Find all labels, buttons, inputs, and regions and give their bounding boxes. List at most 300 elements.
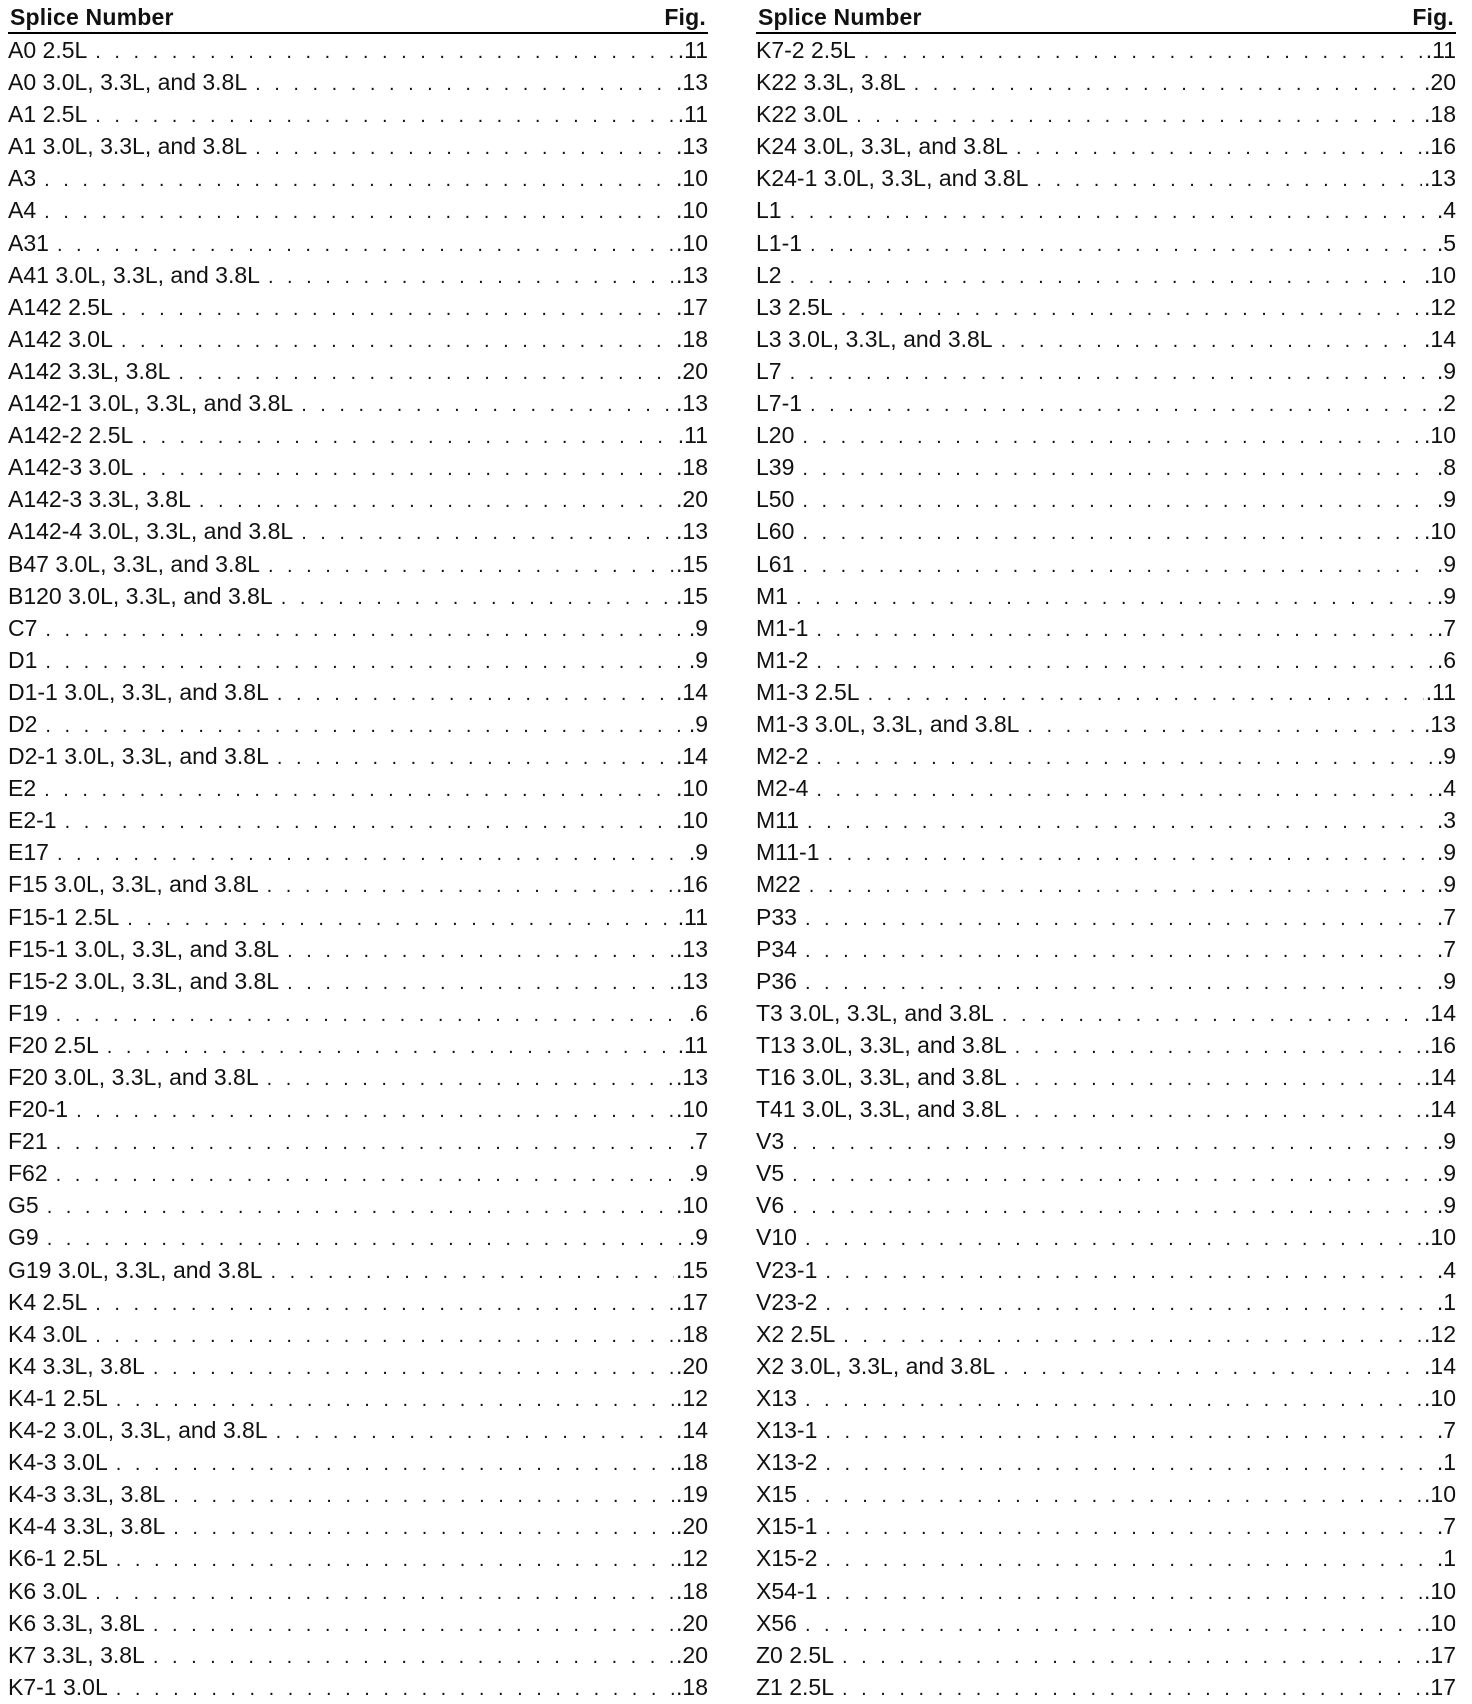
- dot-leader: [805, 967, 1435, 997]
- splice-number: K4-4 3.3L, 3.8L: [8, 1513, 166, 1540]
- figure-number: . 12: [674, 1542, 708, 1574]
- dot-leader: [856, 100, 1422, 130]
- figure-number: . 4: [1435, 1254, 1456, 1286]
- index-entry: [8, 933, 708, 965]
- figure-number: . 11: [1424, 34, 1456, 66]
- index-entry: [756, 1254, 1456, 1286]
- index-entry: [8, 1125, 708, 1157]
- dot-leader: [141, 421, 675, 451]
- index-entry: [756, 1061, 1456, 1093]
- index-entry: [8, 194, 708, 226]
- figure-number: . 9: [687, 1221, 708, 1253]
- figure-number: . 20: [674, 1607, 708, 1639]
- dot-leader: [805, 1223, 1422, 1253]
- figure-number: . 13: [674, 1061, 708, 1093]
- dot-leader: [57, 838, 687, 868]
- figure-number: . 9: [1435, 355, 1456, 387]
- dot-leader: [44, 164, 674, 194]
- figure-number: . 10: [674, 804, 708, 836]
- index-entry: [756, 162, 1456, 194]
- figure-number: . 17: [674, 1286, 708, 1318]
- index-entry: [756, 1446, 1456, 1478]
- index-entry: [8, 162, 708, 194]
- index-entry: [8, 1286, 708, 1318]
- splice-number: X13: [756, 1384, 797, 1411]
- splice-number: L1: [756, 197, 782, 224]
- index-entry: [756, 676, 1456, 708]
- splice-number: L3 2.5L: [756, 293, 833, 320]
- dot-leader: [116, 1673, 674, 1703]
- dot-leader: [1015, 1095, 1422, 1125]
- index-entry: [756, 1093, 1456, 1125]
- dot-leader: [914, 68, 1422, 98]
- index-entry: [8, 515, 708, 547]
- dot-leader: [95, 1320, 674, 1350]
- dot-leader: [270, 1256, 674, 1286]
- index-entry: [8, 1318, 708, 1350]
- splice-number: G9: [8, 1224, 39, 1251]
- dot-leader: [45, 710, 686, 740]
- splice-number: K22 3.0L: [756, 101, 849, 128]
- figure-number: . 17: [674, 291, 708, 323]
- index-entry: [8, 1382, 708, 1414]
- index-entry: [8, 1254, 708, 1286]
- dot-leader: [301, 389, 674, 419]
- dot-leader: [825, 1448, 1434, 1478]
- index-entry: [756, 1286, 1456, 1318]
- figure-number: . 9: [1435, 548, 1456, 580]
- index-entry: [756, 259, 1456, 291]
- dot-leader: [44, 196, 674, 226]
- index-entry: [8, 1189, 708, 1221]
- dot-leader: [1027, 710, 1422, 740]
- splice-number-heading: Splice Number: [758, 4, 922, 30]
- dot-leader: [127, 903, 675, 933]
- index-entry: [8, 259, 708, 291]
- figure-number: . 13: [1422, 162, 1456, 194]
- splice-number: D2-1 3.0L, 3.3L, and 3.8L: [8, 743, 269, 770]
- splice-number: L3 3.0L, 3.3L, and 3.8L: [756, 325, 993, 352]
- figure-number: . 7: [687, 1125, 708, 1157]
- index-entry: [756, 1350, 1456, 1382]
- figure-number: . 13: [674, 130, 708, 162]
- figure-number: . 8: [1435, 451, 1456, 483]
- index-entry: [8, 868, 708, 900]
- dot-leader: [810, 229, 1435, 259]
- dot-leader: [790, 357, 1435, 387]
- splice-number: K4 3.0L: [8, 1320, 88, 1347]
- index-entry: [756, 1414, 1456, 1446]
- index-entry: [756, 98, 1456, 130]
- figure-number: . 10: [674, 1189, 708, 1221]
- dot-leader: [95, 100, 675, 130]
- splice-number: F19: [8, 999, 48, 1026]
- splice-number: F20 3.0L, 3.3L, and 3.8L: [8, 1064, 259, 1090]
- figure-number: . 16: [674, 868, 708, 900]
- dot-leader: [1002, 999, 1422, 1029]
- dot-leader: [116, 1448, 674, 1478]
- dot-leader: [792, 1127, 1435, 1157]
- splice-number: A142 2.5L: [8, 293, 113, 320]
- dot-leader: [1015, 1031, 1422, 1061]
- figure-number: . 10: [1422, 1221, 1456, 1253]
- dot-leader: [790, 196, 1435, 226]
- dot-leader: [825, 1256, 1434, 1286]
- splice-number: K6 3.0L: [8, 1577, 88, 1604]
- splice-number: F20 2.5L: [8, 1031, 99, 1058]
- figure-number: . 10: [674, 772, 708, 804]
- dot-leader: [116, 1384, 674, 1414]
- figure-number: . 13: [674, 933, 708, 965]
- index-entry: [8, 1093, 708, 1125]
- splice-number: X15-1: [756, 1513, 818, 1540]
- figure-number: . 11: [676, 419, 708, 451]
- splice-number: X2 2.5L: [756, 1320, 836, 1347]
- dot-leader: [805, 1609, 1422, 1639]
- splice-number: A1 3.0L, 3.3L, and 3.8L: [8, 133, 248, 160]
- splice-number: A1 2.5L: [8, 101, 88, 128]
- figure-number: . 7: [1435, 933, 1456, 965]
- splice-number: K4-3 3.3L, 3.8L: [8, 1481, 166, 1508]
- index-entry: [756, 1478, 1456, 1510]
- right-column: [756, 0, 1456, 1703]
- dot-leader: [809, 870, 1435, 900]
- figure-number: . 17: [1422, 1671, 1456, 1703]
- index-entry: [756, 868, 1456, 900]
- figure-number: . 13: [1422, 708, 1456, 740]
- dot-leader: [173, 1480, 674, 1510]
- figure-number: . 4: [1435, 194, 1456, 226]
- figure-number: . 11: [676, 34, 708, 66]
- figure-number: . 18: [674, 1446, 708, 1478]
- dot-leader: [56, 1159, 687, 1189]
- figure-number: . 16: [1422, 1029, 1456, 1061]
- left-entries-list: [8, 34, 708, 1703]
- index-entry: [756, 1510, 1456, 1542]
- dot-leader: [1001, 325, 1422, 355]
- figure-number: . 13: [674, 259, 708, 291]
- index-entry: [756, 644, 1456, 676]
- figure-number: . 13: [674, 965, 708, 997]
- dot-leader: [825, 1512, 1434, 1542]
- figure-number: . 14: [674, 740, 708, 772]
- dot-leader: [805, 935, 1435, 965]
- splice-number: X13-2: [756, 1449, 818, 1476]
- dot-leader: [153, 1352, 674, 1382]
- splice-number: D2: [8, 710, 38, 737]
- figure-number: . 10: [1422, 1607, 1456, 1639]
- index-entry: [8, 66, 708, 98]
- index-entry: [8, 1639, 708, 1671]
- splice-number: K22 3.3L, 3.8L: [756, 69, 906, 96]
- splice-number: M1-3 3.0L, 3.3L, and 3.8L: [756, 710, 1020, 737]
- figure-number: . 10: [1422, 259, 1456, 291]
- figure-number: . 18: [674, 1575, 708, 1607]
- index-entry: [8, 1061, 708, 1093]
- index-entry: [756, 387, 1456, 419]
- left-column-header: [8, 0, 708, 34]
- dot-leader: [95, 1288, 674, 1318]
- index-entry: [756, 1382, 1456, 1414]
- index-entry: [756, 740, 1456, 772]
- figure-number: . 14: [1422, 1350, 1456, 1382]
- splice-number: A142 3.0L: [8, 325, 113, 352]
- splice-number: K6-1 2.5L: [8, 1545, 108, 1572]
- splice-number: V10: [756, 1224, 797, 1251]
- splice-number: D1-1 3.0L, 3.3L, and 3.8L: [8, 678, 269, 705]
- splice-number: V23-2: [756, 1288, 818, 1315]
- dot-leader: [276, 1416, 674, 1446]
- dot-leader: [45, 614, 686, 644]
- splice-number: E2-1: [8, 807, 57, 834]
- figure-number: . 9: [687, 644, 708, 676]
- splice-number: K24-1 3.0L, 3.3L, and 3.8L: [756, 165, 1029, 192]
- splice-number: V23-1: [756, 1256, 818, 1283]
- index-entry: [8, 1221, 708, 1253]
- index-entry: [756, 772, 1456, 804]
- index-entry: [756, 1125, 1456, 1157]
- index-entry: [756, 194, 1456, 226]
- index-entry: [8, 580, 708, 612]
- splice-number: A0 2.5L: [8, 37, 88, 63]
- figure-number: . 16: [1422, 130, 1456, 162]
- index-entry: [8, 644, 708, 676]
- figure-number: . 1: [1435, 1542, 1456, 1574]
- index-entry: [756, 965, 1456, 997]
- index-entry: [756, 1318, 1456, 1350]
- splice-number: M11: [756, 807, 800, 834]
- index-entry: [8, 772, 708, 804]
- index-entry: [756, 1671, 1456, 1703]
- splice-number: A142-4 3.0L, 3.3L, and 3.8L: [8, 518, 294, 545]
- dot-leader: [864, 36, 1424, 66]
- dot-leader: [255, 68, 674, 98]
- splice-number: T3 3.0L, 3.3L, and 3.8L: [756, 999, 994, 1026]
- splice-number: L61: [756, 550, 795, 577]
- figure-number: . 20: [674, 355, 708, 387]
- splice-number: D1: [8, 646, 38, 673]
- splice-number: T13 3.0L, 3.3L, and 3.8L: [756, 1031, 1007, 1058]
- index-entry: [8, 130, 708, 162]
- index-entry: [756, 1575, 1456, 1607]
- index-entry: [8, 227, 708, 259]
- fig-heading: Fig.: [1412, 4, 1454, 30]
- figure-number: . 15: [674, 548, 708, 580]
- figure-number: . 10: [1422, 515, 1456, 547]
- figure-number: . 13: [674, 515, 708, 547]
- dot-leader: [802, 421, 1422, 451]
- figure-number: . 10: [674, 194, 708, 226]
- figure-number: . 20: [674, 1350, 708, 1382]
- splice-number: M1-1: [756, 614, 809, 641]
- splice-number: V6: [756, 1192, 785, 1219]
- index-entry: [756, 804, 1456, 836]
- figure-number: . 20: [1422, 66, 1456, 98]
- dot-leader: [1003, 1352, 1422, 1382]
- figure-number: . 12: [1422, 1318, 1456, 1350]
- dot-leader: [95, 36, 675, 66]
- splice-number: L1-1: [756, 229, 803, 256]
- splice-number: E2: [8, 775, 37, 802]
- index-entry: [756, 997, 1456, 1029]
- index-entry: [756, 933, 1456, 965]
- dot-leader: [107, 1031, 676, 1061]
- figure-number: . 19: [674, 1478, 708, 1510]
- index-entry: [8, 1607, 708, 1639]
- figure-number: . 10: [1422, 1382, 1456, 1414]
- figure-number: . 9: [1435, 483, 1456, 515]
- index-entry: [8, 323, 708, 355]
- dot-leader: [810, 389, 1435, 419]
- index-entry: [756, 1639, 1456, 1671]
- figure-number: . 6: [1435, 644, 1456, 676]
- dot-leader: [816, 614, 1434, 644]
- figure-number: . 11: [676, 901, 708, 933]
- dot-leader: [287, 967, 674, 997]
- figure-number: . 2: [1435, 387, 1456, 419]
- index-entry: [756, 708, 1456, 740]
- splice-number: K4 3.3L, 3.8L: [8, 1352, 145, 1379]
- dot-leader: [792, 1191, 1435, 1221]
- splice-number: G19 3.0L, 3.3L, and 3.8L: [8, 1256, 263, 1283]
- figure-number: . 9: [1435, 740, 1456, 772]
- figure-number: . 13: [674, 66, 708, 98]
- index-entry: [8, 1350, 708, 1382]
- splice-number: K4-2 3.0L, 3.3L, and 3.8L: [8, 1417, 268, 1444]
- index-entry: [8, 740, 708, 772]
- index-entry: [756, 419, 1456, 451]
- dot-leader: [287, 935, 674, 965]
- figure-number: . 7: [1435, 612, 1456, 644]
- figure-number: . 11: [676, 98, 708, 130]
- figure-number: . 20: [674, 483, 708, 515]
- splice-number-heading: Splice Number: [10, 4, 174, 30]
- figure-number: . 10: [1422, 1575, 1456, 1607]
- index-entry: [8, 836, 708, 868]
- splice-number: T41 3.0L, 3.3L, and 3.8L: [756, 1096, 1007, 1123]
- figure-number: . 11: [1424, 676, 1456, 708]
- dot-leader: [76, 1095, 674, 1125]
- splice-number: T16 3.0L, 3.3L, and 3.8L: [756, 1064, 1007, 1090]
- figure-number: . 10: [674, 162, 708, 194]
- splice-number: K4 2.5L: [8, 1288, 88, 1315]
- splice-number: A31: [8, 229, 49, 256]
- index-entry: [756, 901, 1456, 933]
- dot-leader: [828, 838, 1435, 868]
- splice-number: F62: [8, 1160, 48, 1187]
- dot-leader: [301, 517, 674, 547]
- index-entry: [756, 836, 1456, 868]
- figure-number: . 9: [1435, 580, 1456, 612]
- splice-number: X15: [756, 1481, 797, 1508]
- splice-number: M1-2: [756, 646, 809, 673]
- splice-number: A4: [8, 197, 37, 224]
- splice-number: P36: [756, 967, 797, 994]
- splice-number: K4-1 2.5L: [8, 1384, 108, 1411]
- dot-leader: [277, 742, 674, 772]
- figure-number: . 9: [1435, 1125, 1456, 1157]
- index-entry: [8, 1671, 708, 1703]
- figure-number: . 14: [1422, 1093, 1456, 1125]
- index-entry: [8, 1510, 708, 1542]
- dot-leader: [267, 1063, 674, 1093]
- splice-number: M2-2: [756, 743, 809, 770]
- dot-leader: [121, 325, 674, 355]
- dot-leader: [141, 453, 674, 483]
- dot-leader: [268, 261, 674, 291]
- dot-leader: [281, 582, 674, 612]
- index-entry: [756, 323, 1456, 355]
- splice-number: A142-3 3.0L: [8, 454, 134, 481]
- dot-leader: [57, 229, 674, 259]
- splice-number: A41 3.0L, 3.3L, and 3.8L: [8, 261, 260, 288]
- splice-number: F20-1: [8, 1096, 69, 1123]
- index-entry: [8, 355, 708, 387]
- splice-number: G5: [8, 1192, 39, 1219]
- figure-number: . 20: [674, 1639, 708, 1671]
- index-entry: [8, 387, 708, 419]
- splice-number: P33: [756, 903, 797, 930]
- dot-leader: [255, 132, 674, 162]
- figure-number: . 9: [1435, 1157, 1456, 1189]
- splice-number: Z0 2.5L: [756, 1641, 834, 1668]
- splice-number: B47 3.0L, 3.3L, and 3.8L: [8, 550, 260, 577]
- splice-number: L7-1: [756, 390, 803, 417]
- dot-leader: [825, 1544, 1434, 1574]
- figure-number: . 9: [1435, 965, 1456, 997]
- figure-number: . 1: [1435, 1446, 1456, 1478]
- dot-leader: [796, 582, 1435, 612]
- dot-leader: [842, 1673, 1422, 1703]
- splice-number: F21: [8, 1128, 48, 1155]
- figure-number: . 18: [674, 451, 708, 483]
- index-entry: [8, 965, 708, 997]
- index-entry: [756, 1542, 1456, 1574]
- index-entry: [8, 1478, 708, 1510]
- figure-number: . 14: [1422, 323, 1456, 355]
- left-column: [8, 0, 708, 1703]
- index-entry: [756, 1221, 1456, 1253]
- index-entry: [8, 997, 708, 1029]
- splice-number: L7: [756, 357, 782, 384]
- figure-number: . 9: [1435, 836, 1456, 868]
- figure-number: . 1: [1435, 1286, 1456, 1318]
- figure-number: . 17: [1422, 1639, 1456, 1671]
- dot-leader: [121, 293, 674, 323]
- dot-leader: [95, 1577, 674, 1607]
- figure-number: . 9: [687, 1157, 708, 1189]
- splice-number: X56: [756, 1609, 797, 1636]
- dot-leader: [802, 550, 1434, 580]
- index-entry: [756, 515, 1456, 547]
- figure-number: . 10: [674, 227, 708, 259]
- dot-leader: [805, 1384, 1422, 1414]
- splice-number: K7 3.3L, 3.8L: [8, 1641, 145, 1668]
- index-entry: [8, 1542, 708, 1574]
- splice-number: F15-1 2.5L: [8, 903, 120, 930]
- splice-number: L20: [756, 422, 795, 449]
- splice-number: L39: [756, 454, 795, 481]
- dot-leader: [790, 261, 1422, 291]
- dot-leader: [868, 678, 1424, 708]
- index-entry: [8, 1414, 708, 1446]
- index-entry: [756, 483, 1456, 515]
- index-entry: [756, 227, 1456, 259]
- right-entries-list: [756, 34, 1456, 1703]
- splice-number: Z1 2.5L: [756, 1673, 834, 1700]
- splice-number: A142-1 3.0L, 3.3L, and 3.8L: [8, 390, 294, 417]
- dot-leader: [1036, 164, 1422, 194]
